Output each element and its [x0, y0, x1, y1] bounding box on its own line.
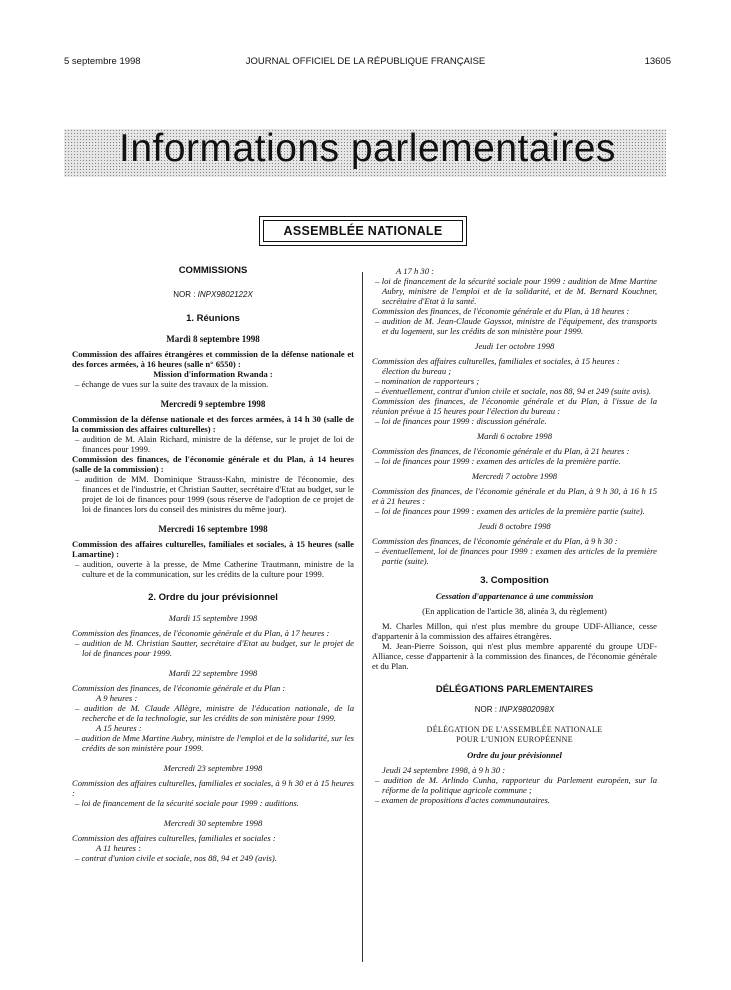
list-item: – audition de M. Alain Richard, ministre de la défense, sur le projet de loi de finances pour 1999. [75, 434, 354, 454]
date-heading: Mardi 22 septembre 1998 [168, 668, 258, 678]
rule-reference: (En application de l'article 38, alinéa 3, du règlement) [422, 606, 607, 616]
list-item: – audition de M. Claude Allègre, ministre de l'éducation nationale, de la recherche et de la technologie, sur les crédits de son ministère pour 1999. [75, 703, 354, 723]
paragraph: Commission des finances, de l'économie générale et du Plan, à 9 h 30, à 16 h 15 et à 21 heures : [372, 486, 657, 506]
list-item: – loi de financement de la sécurité sociale pour 1999 : auditions. [75, 798, 299, 808]
paragraph: M. Jean-Pierre Soisson, qui n'est plus membre apparenté du groupe UDF-Alliance, cesse d'appartenir à la commission des finances, de l'économie générale et du Plan. [372, 641, 657, 671]
paragraph: Commission des affaires culturelles, familiales et sociales, à 15 heures (salle Lamartine) : [72, 539, 354, 559]
time-label: A 11 heures : [96, 843, 141, 853]
paragraph: Commission des finances, de l'économie générale et du Plan : [72, 683, 286, 693]
time-label: A 15 heures : [96, 723, 142, 733]
paragraph: Commission des affaires culturelles, familiales et sociales : [72, 833, 276, 843]
section-composition: 3. Composition [480, 575, 549, 586]
subsection-heading: Cessation d'appartenance à une commission [435, 591, 594, 601]
list-item: – loi de finances pour 1999 : examen des articles de la première partie. [375, 456, 621, 466]
list-item: – audition de M. Christian Sautter, secrétaire d'Etat au budget, sur le projet de loi de finances pour 1999. [75, 638, 354, 658]
commissions-heading: COMMISSIONS [178, 265, 248, 276]
list-item: – nomination de rapporteurs ; [375, 376, 480, 386]
list-item: – audition de Mme Martine Aubry, ministre de l'emploi et de la solidarité, sur les crédits de son ministère pour 1999. [75, 733, 354, 753]
list-item: – audition de MM. Dominique Strauss-Kahn, ministre de l'économie, des finances et de l'industrie, et Christian Sautter, secrétaire d'Etat au budget, sur le projet de loi de finances pour 1999 (sous réserve de l'adoption de ce projet de loi de finances lors du conseil des ministres du même jour). [75, 474, 354, 514]
column-divider [362, 272, 363, 962]
time-label: A 9 heures : [96, 693, 138, 703]
mission-heading: Mission d'information Rwanda : [153, 369, 273, 379]
paragraph: Commission des finances, de l'économie générale et du Plan, à 18 heures : [372, 306, 630, 316]
paragraph: Commission des affaires culturelles, familiales et sociales, à 15 heures : [372, 356, 620, 366]
header-date: 5 septembre 1998 [64, 56, 141, 67]
section-ordre-du-jour: 2. Ordre du jour prévisionnel [148, 592, 278, 603]
list-item: – loi de financement de la sécurité sociale pour 1999 : audition de Mme Martine Aubry, ministre de l'emploi et de la solidarité, et de M. Bernard Kouchner, secrétaire d'Etat à la santé. [375, 276, 657, 306]
list-item: – loi de finances pour 1999 : examen des articles de la première partie (suite). [375, 506, 645, 516]
nor-reference: NOR : INPX9802098X [474, 705, 555, 714]
paragraph: Commission des affaires culturelles, familiales et sociales, à 9 h 30 et à 15 heures : [72, 778, 354, 798]
list-item: – loi de finances pour 1999 : discussion générale. [375, 416, 547, 426]
assembly-box [259, 216, 467, 246]
list-item: – éventuellement, loi de finances pour 1999 : examen des articles de la première partie (suite). [375, 546, 657, 566]
subsection-heading: Ordre du jour prévisionnel [467, 750, 562, 760]
page-header [0, 56, 731, 70]
paragraph: Commission des finances, de l'économie générale et du Plan, à 17 heures : [72, 628, 330, 638]
list-item: – audition de M. Jean-Claude Gayssot, ministre de l'équipement, des transports et du logement, sur les crédits de son ministère pour 1999. [375, 316, 657, 336]
header-page-number: 13605 [644, 56, 671, 67]
delegation-title: POUR L'UNION EUROPÉENNE [456, 735, 573, 744]
list-item: – échange de vues sur la suite des travaux de la mission. [75, 379, 269, 389]
banner-title: Informations parlementaires [119, 127, 616, 170]
date-heading: Mercredi 7 octobre 1998 [471, 471, 558, 481]
paragraph: Commission des finances, de l'économie générale et du Plan, à 14 heures (salle de la commission) : [72, 454, 354, 474]
date-line: Jeudi 24 septembre 1998, à 9 h 30 : [382, 765, 506, 775]
date-heading: Mercredi 23 septembre 1998 [163, 763, 263, 773]
paragraph: Commission de la défense nationale et des forces armées, à 14 h 30 (salle de la commission des affaires culturelles) : [72, 414, 354, 434]
list-item: – audition, ouverte à la presse, de Mme Catherine Trautmann, ministre de la culture et de la communication, sur les crédits de la culture pour 1999. [75, 559, 354, 579]
date-heading: Mardi 6 octobre 1998 [476, 431, 553, 441]
paragraph: Commission des finances, de l'économie générale et du Plan, à l'issue de la réunion prévue à 15 heures pour l'élection du bureau : [372, 396, 657, 416]
list-item: – éventuellement, contrat d'union civile et sociale, nos 88, 94 et 249 (suite avis). [375, 386, 652, 396]
date-heading: Mardi 8 septembre 1998 [166, 334, 260, 344]
paragraph: Commission des affaires étrangères et commission de la défense nationale et des forces armées, à 16 heures (salle n° 6550) : [72, 349, 354, 369]
paragraph: Commission des finances, de l'économie générale et du Plan, à 9 h 30 : [372, 536, 618, 546]
section-reunions: 1. Réunions [186, 313, 240, 324]
left-column [72, 266, 354, 863]
date-heading: Jeudi 1er octobre 1998 [474, 341, 555, 351]
list-item: – examen de propositions d'actes communautaires. [375, 795, 550, 805]
nor-reference: NOR : INPX9802122X [173, 290, 253, 299]
date-heading: Mercredi 9 septembre 1998 [160, 399, 266, 409]
paragraph: M. Charles Millon, qui n'est plus membre du groupe UDF-Alliance, cesse d'appartenir à la commission des affaires étrangères. [372, 621, 657, 641]
date-heading: Mercredi 16 septembre 1998 [158, 524, 268, 534]
right-column [372, 266, 657, 805]
date-heading: Mardi 15 septembre 1998 [168, 613, 258, 623]
assembly-title: ASSEMBLÉE NATIONALE [263, 220, 463, 242]
date-heading: Jeudi 8 octobre 1998 [478, 521, 551, 531]
header-journal-title: JOURNAL OFFICIEL DE LA RÉPUBLIQUE FRANÇAISE [245, 56, 486, 67]
date-heading: Mercredi 30 septembre 1998 [163, 818, 263, 828]
list-item: – audition de M. Arlindo Cunha, rapporteur du Parlement européen, sur la réforme de la politique agricole commune ; [375, 775, 657, 795]
section-banner [64, 129, 666, 177]
delegations-heading: DÉLÉGATIONS PARLEMENTAIRES [435, 684, 594, 695]
time-label: A 17 h 30 : [396, 266, 435, 276]
list-item: – contrat d'union civile et sociale, nos 88, 94 et 249 (avis). [75, 853, 277, 863]
delegation-title: DÉLÉGATION DE L'ASSEMBLÉE NATIONALE [426, 725, 603, 734]
paragraph: Commission des finances, de l'économie générale et du Plan, à 21 heures : [372, 446, 630, 456]
list-item: élection du bureau ; [382, 366, 452, 376]
